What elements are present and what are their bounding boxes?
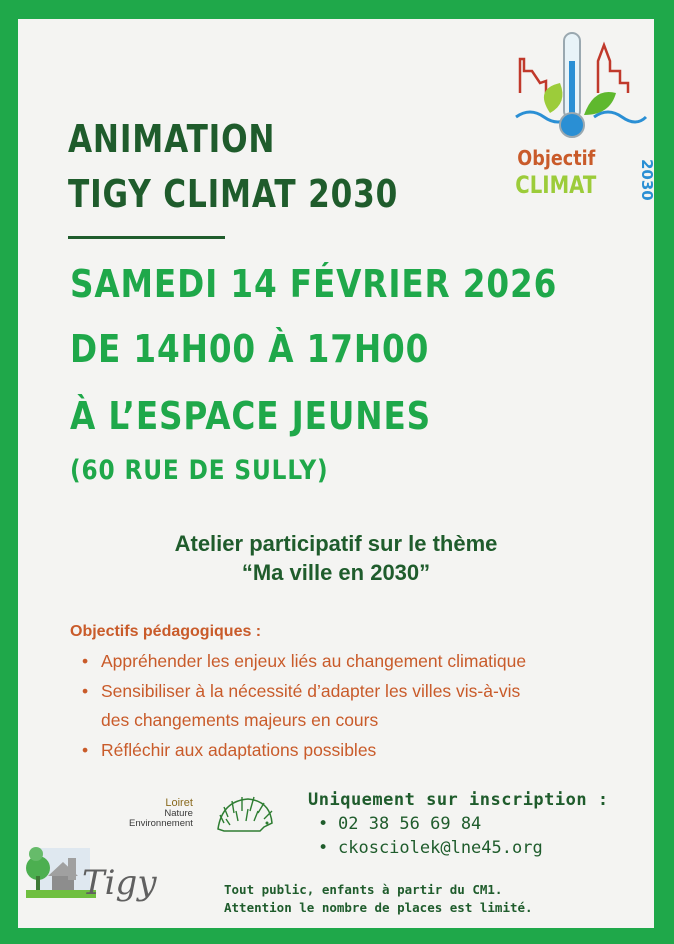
event-address: (60 RUE DE SULLY) (70, 455, 329, 486)
footer-note (224, 881, 533, 917)
objectives-list (80, 647, 526, 765)
objectif-climat-logo (512, 31, 656, 201)
objective-item: • Sensibiliser à la nécessité d’adapter les villes vis-à-vis (80, 677, 526, 707)
event-time: DE 14H00 À 17H00 (70, 327, 430, 371)
heading-divider (68, 236, 225, 239)
logo-word-objectif: Objectif (517, 148, 596, 171)
heading-line-2: TIGY CLIMAT 2030 (68, 172, 399, 216)
objective-item: • Réfléchir aux adaptations possibles (80, 736, 526, 766)
hedgehog-icon (214, 793, 276, 835)
objectives-title: Objectifs pédagogiques : (70, 623, 262, 640)
lne-logo-line-1: Loiret (165, 797, 193, 809)
footer-line-2: Attention le nombre de places est limité. (224, 900, 533, 915)
workshop-line-2: “Ma ville en 2030” (241, 560, 431, 585)
registration-list (318, 812, 543, 860)
tigy-logo (22, 824, 162, 904)
event-place: À L’ESPACE JEUNES (70, 394, 432, 438)
footer-line-1: Tout public, enfants à partir du CM1. (224, 882, 503, 897)
objective-item-text: des changements majeurs en cours (101, 710, 379, 730)
lne-logo-line-2: Nature (164, 808, 193, 819)
logo-year: 2030 (638, 159, 656, 201)
logo-word-climat: CLIMAT (515, 172, 597, 200)
lne-logo-line-3: Environnement (129, 818, 193, 829)
poster (18, 19, 654, 928)
heading-line-1: ANIMATION (68, 117, 276, 161)
registration-email[interactable]: • ckosciolek@lne45.org (318, 836, 543, 860)
objective-item-continued (80, 706, 526, 736)
registration-title: Uniquement sur inscription : (308, 790, 609, 810)
registration-phone: • 02 38 56 69 84 (318, 812, 543, 836)
thermometer-icon (560, 33, 584, 137)
workshop-line-1: Atelier participatif sur le thème (174, 531, 498, 556)
objective-item: • Appréhender les enjeux liés au changement climatique (80, 647, 526, 677)
event-date: SAMEDI 14 FÉVRIER 2026 (70, 262, 558, 306)
tigy-wordmark: Tigy (82, 863, 157, 903)
